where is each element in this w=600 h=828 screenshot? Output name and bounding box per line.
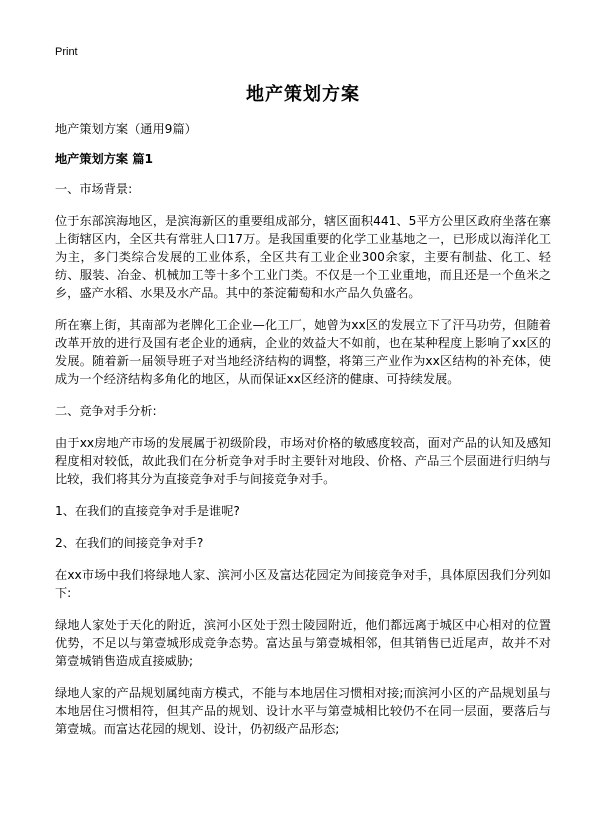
document-page bbox=[55, 0, 551, 828]
paragraph-product-compare: 绿地人家的产品规划属纯南方模式，不能与本地居住习惯相对接;而滨河小区的产品规划虽与本地居住习惯相符，但其产品的规划、设计水平与第壹城相比较仍不在同一层面，要落后与第壹城。而富达花园的规划、设计，仍初级产品形态; bbox=[55, 686, 551, 736]
document-body bbox=[55, 120, 551, 752]
paragraph-indirect-list: 在xx市场中我们将绿地人家、滨河小区及富达花园定为间接竞争对手，具体原因我们分列如下: bbox=[55, 568, 551, 600]
document-title: 地产策划方案 bbox=[246, 84, 360, 105]
document-subtitle: 地产策划方案（通用9篇） bbox=[55, 122, 197, 136]
paragraph-market-location: 位于东部滨海地区，是滨海新区的重要组成部分，辖区面积441、5平方公里区政府坐落在寨上街辖区内，全区共有常驻人口17万。是我国重要的化学工业基地之一，已形成以海洋化工为主，多门类综合发展的工业体系，全区共有工业企业300余家，主要有制盐、化工、轻纺、服装、冶金、机械加工等十多个工业门类。不仅是一个工业重地，而且还是一个鱼米之乡，盛产水稻、水果及水产品。其中的茶淀葡萄和水产品久负盛名。 bbox=[55, 214, 551, 300]
paragraph-direct-competitor: 1、在我们的直接竞争对手是谁呢? bbox=[55, 504, 240, 518]
paragraph-market-heading: 一、市场背景: bbox=[55, 182, 133, 196]
section-heading: 地产策划方案 篇1 bbox=[55, 152, 154, 166]
print-label[interactable]: Print bbox=[55, 46, 78, 58]
paragraph-indirect-competitor: 2、在我们的间接竞争对手? bbox=[55, 536, 204, 550]
paragraph-location-compare: 绿地人家处于天化的附近，滨河小区处于烈士陵园附近，他们都远离于城区中心相对的位置优势，不足以与第壹城形成竞争态势。富达虽与第壹城相邻，但其销售已近尾声，故并不对第壹城销售造成直接威胁; bbox=[55, 618, 551, 668]
paragraph-market-economy: 所在寨上街，其南部为老牌化工企业—化工厂，她曾为xx区的发展立下了汗马功劳，但随着改革开放的进行及国有老企业的通病，企业的效益大不如前，也在某种程度上影响了xx区的发展。随着新一届领导班子对当地经济结构的调整，将第三产业作为xx区结构的补充体，使成为一个经济结构多角化的地区，从而保证xx区经济的健康、可持续发展。 bbox=[55, 318, 551, 386]
paragraph-competitor-overview: 由于xx房地产市场的发展属于初级阶段，市场对价格的敏感度较高，面对产品的认知及感知程度相对较低，故此我们在分析竞争对手时主要针对地段、价格、产品三个层面进行归纳与比较，我们将其分为直接竞争对手与间接竞争对手。 bbox=[55, 436, 551, 486]
paragraph-competitor-heading: 二、竞争对手分析: bbox=[55, 404, 157, 418]
